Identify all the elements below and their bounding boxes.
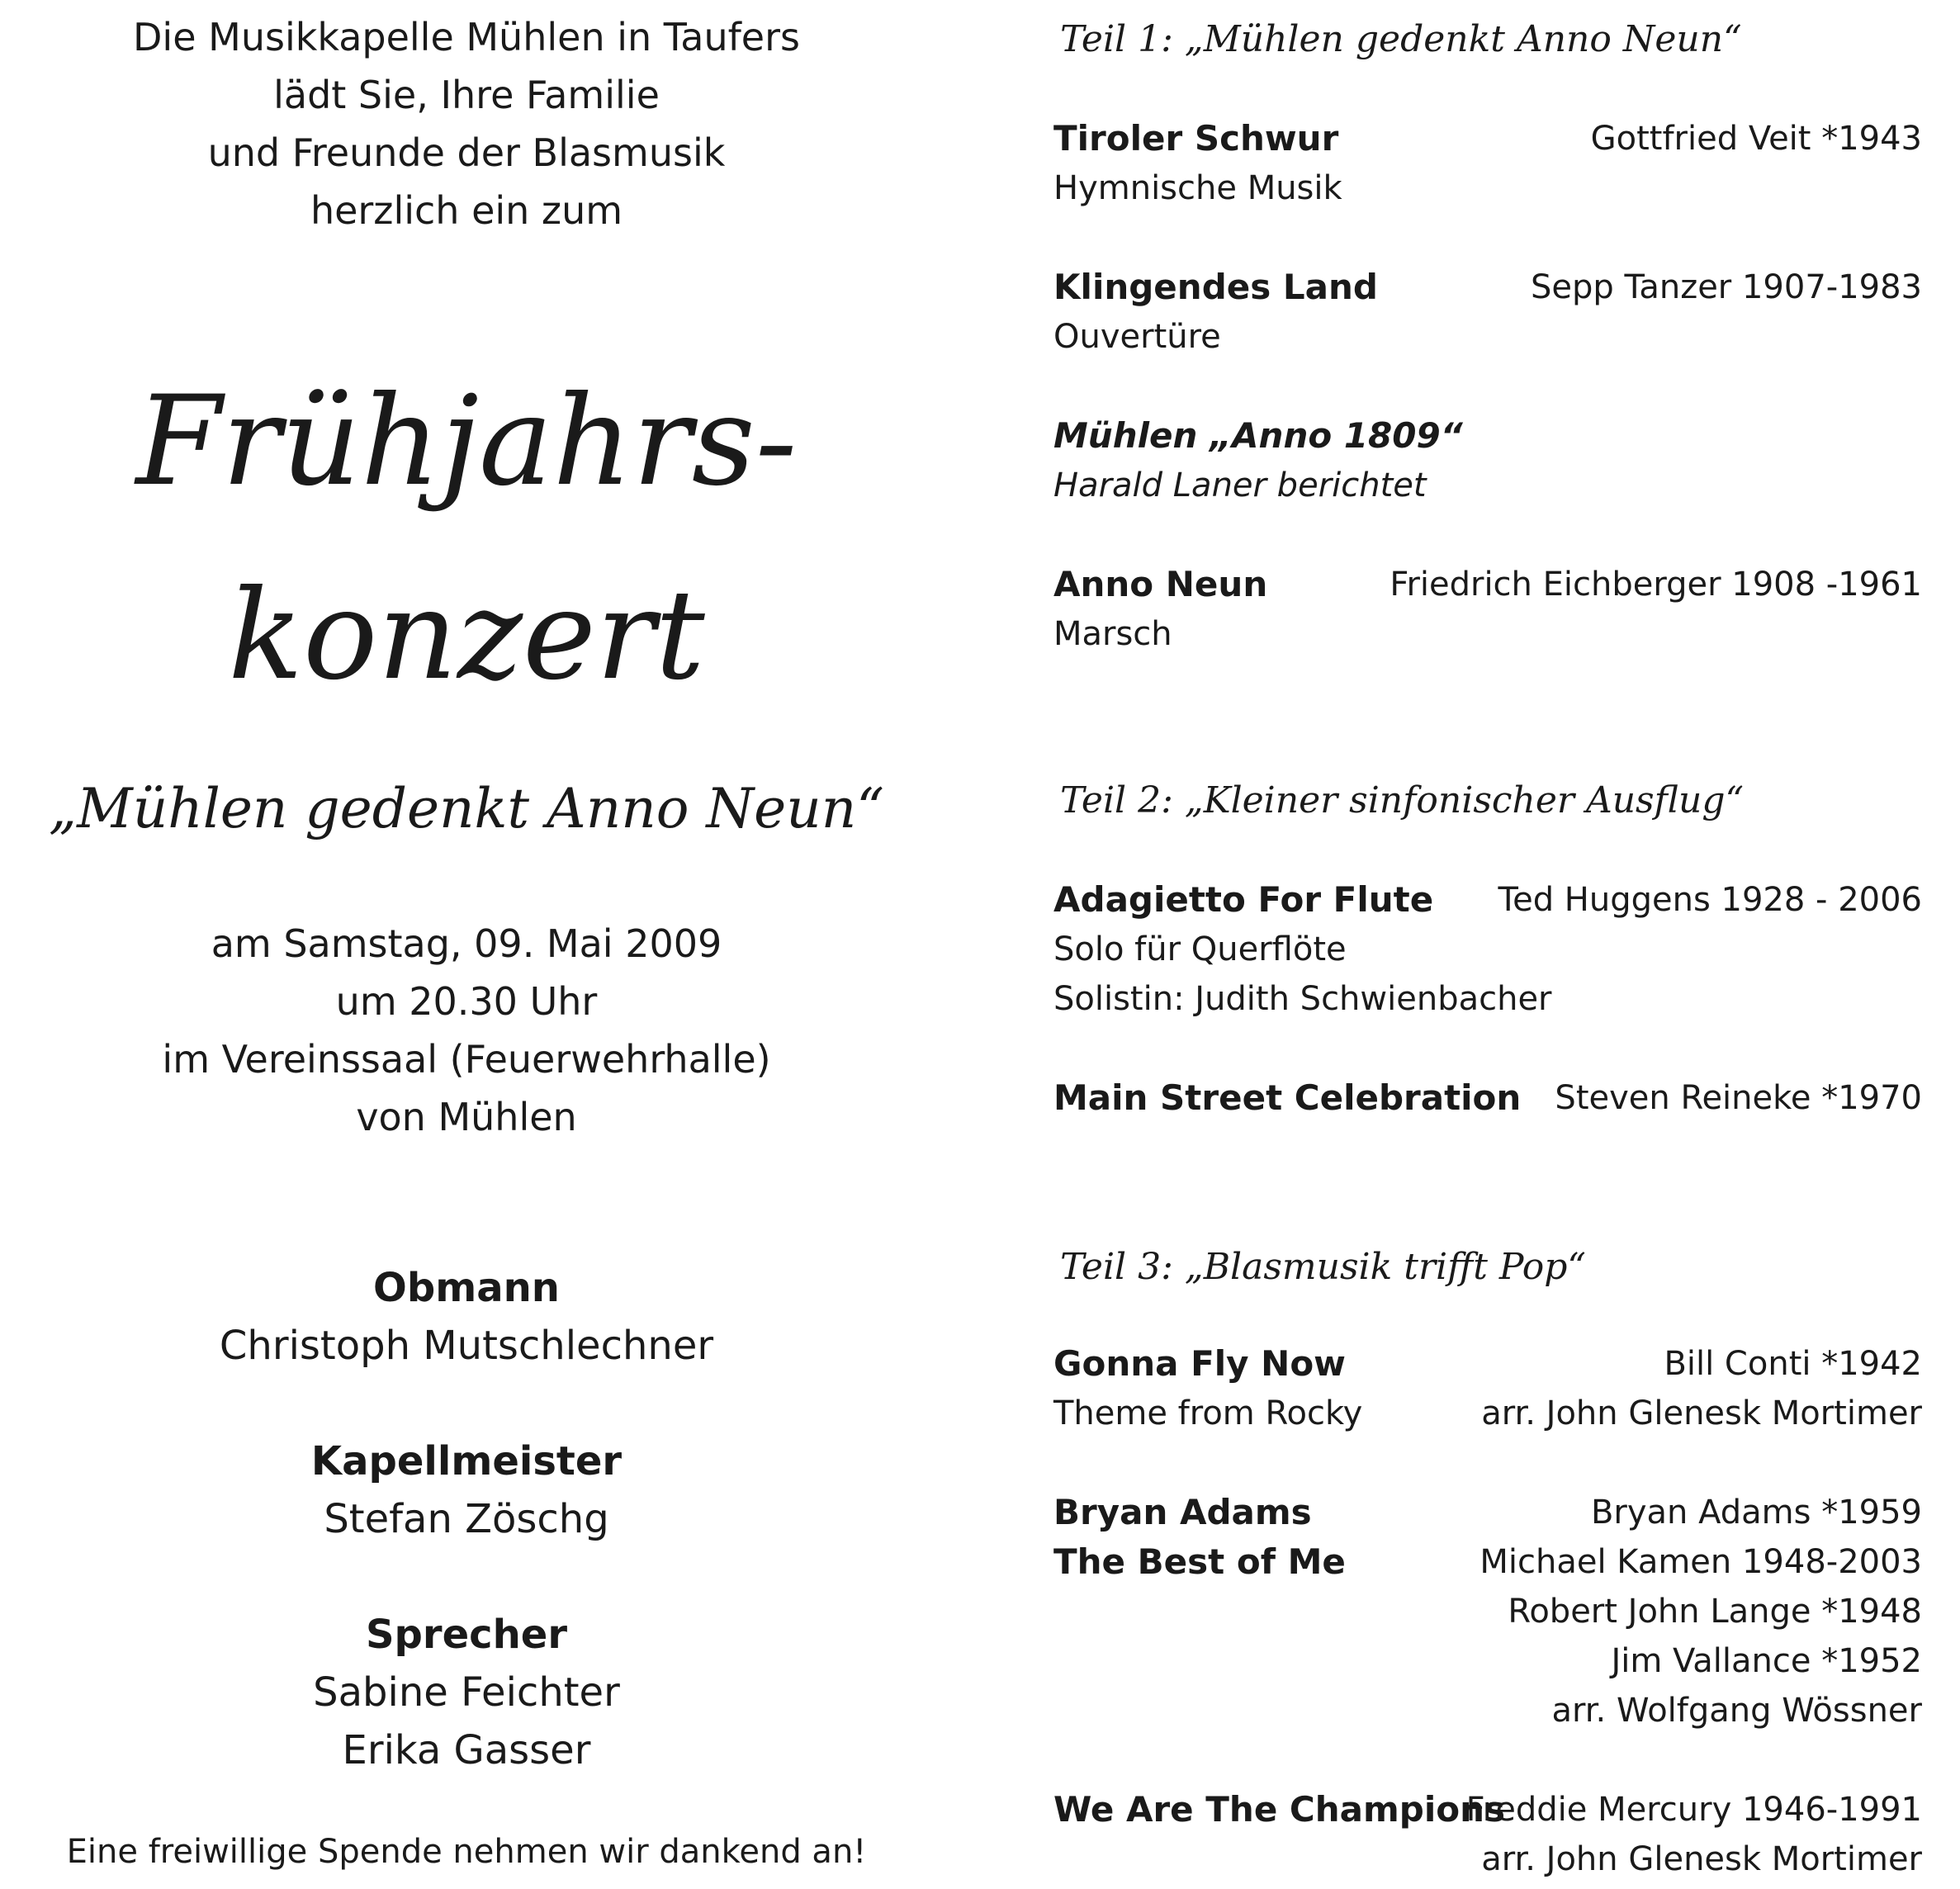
piece-soloist: Solistin: Judith Schwienbacher <box>1053 980 1552 1018</box>
piece-composer: Gottfried Veit *1943 <box>1590 120 1922 158</box>
piece-subtitle: Ouvertüre <box>1053 318 1221 356</box>
piece-subtitle: Harald Laner berichtet <box>1053 466 1427 504</box>
concert-title-line-2: konzert <box>228 564 705 708</box>
obmann-name: Christoph Mutschlechner <box>219 1323 714 1369</box>
piece-title: Adagietto For Flute <box>1053 879 1434 920</box>
piece-composer: Ted Huggens 1928 - 2006 <box>1498 881 1922 919</box>
sprecher-label: Sprecher <box>365 1612 567 1658</box>
piece-composer: Robert John Lange *1948 <box>1508 1593 1922 1631</box>
kapellmeister-label: Kapellmeister <box>310 1438 623 1484</box>
intro-line: und Freunde der Blasmusik <box>207 130 726 175</box>
section-heading-teil-3: Teil 3: „Blasmusik trifft Pop“ <box>1060 1246 1586 1288</box>
sprecher-name: Erika Gasser <box>342 1727 591 1773</box>
invitation-column <box>0 0 933 1889</box>
event-venue: im Vereinssaal (Feuerwehrhalle) <box>162 1037 771 1082</box>
piece-title: Anno Neun <box>1053 564 1268 604</box>
section-heading-teil-1: Teil 1: „Mühlen gedenkt Anno Neun“ <box>1060 18 1742 60</box>
piece-title: We Are The Champions <box>1053 1789 1505 1830</box>
piece-subtitle: Hymnische Musik <box>1053 169 1342 207</box>
piece-title: Bryan Adams <box>1053 1492 1312 1532</box>
intro-line: herzlich ein zum <box>310 188 623 233</box>
program-column <box>1053 0 1922 1889</box>
intro-line: Die Musikkapelle Mühlen in Taufers <box>133 15 800 59</box>
piece-title: Main Street Celebration <box>1053 1077 1522 1118</box>
piece-composer: Sepp Tanzer 1907-1983 <box>1531 268 1922 306</box>
piece-composer: Steven Reineke *1970 <box>1555 1079 1922 1117</box>
piece-title: Gonna Fly Now <box>1053 1343 1346 1384</box>
piece-composer: Bill Conti *1942 <box>1664 1345 1922 1383</box>
sprecher-name: Sabine Feichter <box>313 1669 620 1716</box>
piece-subtitle: Solo für Querflöte <box>1053 930 1347 968</box>
piece-arranger: arr. John Glenesk Mortimer <box>1481 1840 1922 1878</box>
section-heading-teil-2: Teil 2: „Kleiner sinfonischer Ausflug“ <box>1060 779 1744 821</box>
piece-composer: Michael Kamen 1948-2003 <box>1479 1543 1922 1581</box>
piece-arranger: arr. Wolfgang Wössner <box>1551 1692 1922 1730</box>
event-place: von Mühlen <box>356 1095 577 1139</box>
event-time: um 20.30 Uhr <box>335 979 598 1024</box>
kapellmeister-name: Stefan Zöschg <box>324 1496 609 1542</box>
piece-subtitle: Theme from Rocky <box>1053 1394 1363 1432</box>
piece-composer: Freddie Mercury 1946-1991 <box>1465 1791 1922 1829</box>
donation-note: Eine freiwillige Spende nehmen wir dankend an! <box>66 1833 867 1871</box>
obmann-label: Obmann <box>373 1265 560 1311</box>
piece-arranger: arr. John Glenesk Mortimer <box>1481 1394 1922 1432</box>
concert-title-line-1: Frühjahrs- <box>135 370 798 514</box>
piece-title: Tiroler Schwur <box>1053 118 1339 159</box>
piece-composer: Bryan Adams *1959 <box>1590 1494 1922 1532</box>
piece-composer: Jim Vallance *1952 <box>1611 1642 1922 1680</box>
intro-line: lädt Sie, Ihre Familie <box>273 73 660 117</box>
piece-title: Klingendes Land <box>1053 267 1378 307</box>
piece-subtitle: Marsch <box>1053 615 1172 653</box>
concert-motto: „Mühlen gedenkt Anno Neun“ <box>48 777 884 840</box>
event-date: am Samstag, 09. Mai 2009 <box>211 921 722 966</box>
piece-title: The Best of Me <box>1053 1541 1346 1582</box>
piece-title: Mühlen „Anno 1809“ <box>1053 415 1463 456</box>
piece-composer: Friedrich Eichberger 1908 -1961 <box>1390 566 1922 604</box>
